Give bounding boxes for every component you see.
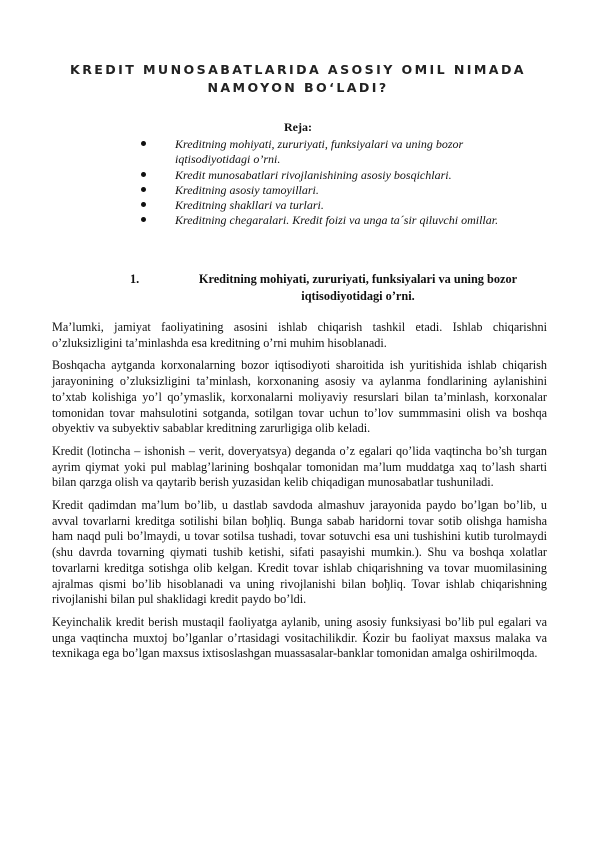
plan-item-text: Kreditning shakllari va turlari. — [175, 198, 324, 213]
plan-item-text: Kredit munosabatlari rivojlanishining asosiy bosqichlari. — [175, 167, 452, 182]
section-title: Kreditning mohiyati, zururiyati, funksiyalari va uning bozor iqtisodiyotidagi o’rni. — [198, 272, 518, 303]
bullet-icon — [141, 172, 146, 177]
title-line-2: NAMOYON BO‘LADI? — [207, 80, 389, 95]
paragraph: Keyinchalik kredit berish mustaqil faoliyatga aylanib, uning asosiy funksiyasi bo’lib pul egalari va unga vaqtincha muxtoj bo’lganlar o’rtasidagi vositachilikdir. Ќozir bu faoliyat maxsus malaka va texnikaga ega bo’lgan maxsus ixtisoslashgan muassasalar-banklar tomonidan amalga oshirilmoqda. — [52, 614, 547, 661]
body-text — [52, 320, 547, 669]
bullet-icon — [141, 202, 146, 207]
title-line-1: KREDIT MUNOSABATLARIDA ASOSIY OMIL NIMADA — [70, 62, 526, 77]
bullet-icon — [141, 187, 146, 192]
paragraph: Kredit qadimdan ma’lum bo’lib, u dastlab savdoda almashuv jarayonida paydo bo’lgan bo’lib, u avval tovarlarni kreditga sotilishi bilan boђliq. Bunga sabab haridorni tovar sotib olishga hamisha ham naqd puli bo’lmaydi, u tovar sotilsa tushadi, tovar sotuvchi esa uni tushishini kutib turolmaydi (shu davrda tovarning qiymati tushib ketishi, sifati pasayishi mumkin.). Shu va boshqa xolatlar tovarlarni kreditga sotishga olib kelgan. Kredit tovar ishlab chiqarishning va tovar muomilasining ajralmas qismi bo’lib hisoblanadi va uning rivojlanishi bilan boђliq. Tovar ishlab chiqarishning rivojlanishi bilan pul shaklidagi kredit paydo bo’ldi. — [52, 498, 547, 607]
plan-heading: Reja: — [284, 120, 312, 134]
plan-item — [141, 198, 521, 213]
paragraph: Kredit (lotincha – ishonish – verit, doveryatsya) deganda o’z egalari qo’lida vaqtincha bo’sh turgan ayrim qiymat yoki pul mablag’larining boshqalar tomonidan ma’lum muddatga xaq to’lash sharti bilan qarzga olish va qaytarib berish yuzasidan kelib chiqadigan munosabatlar tushuniladi. — [52, 443, 547, 490]
plan-item-text: Kreditning chegaralari. Kredit foizi va unga ta´sir qiluvchi omillar. — [175, 213, 499, 228]
bullet-icon — [141, 217, 146, 222]
paragraph: Ma’lumki, jamiyat faoliyatining asosini ishlab chiqarish tashkil etadi. Ishlab chiqarishni o’zluksizligini ta’minlashda esa kreditning o’rni muhim hisoblanadi. — [52, 320, 547, 350]
plan-list — [141, 137, 521, 229]
bullet-icon — [141, 141, 146, 146]
document-title — [60, 61, 536, 97]
plan-item-text: Kreditning mohiyati, zururiyati, funksiyalari va uning bozor iqtisodiyotidagi o’rni. — [175, 137, 464, 167]
plan-item — [141, 168, 521, 183]
plan-item-text: Kreditning asosiy tamoyillari. — [175, 182, 319, 197]
section-number: 1. — [130, 272, 140, 286]
plan-item — [141, 213, 521, 228]
paragraph: Boshqacha aytganda korxonalarning bozor iqtisodiyoti sharoitida ish yuritishida ishlab chiqarish jarayonining o’zluksizligini ta’minlash, korxonaning asosiy va aylanma fondlarining aylanishini to’xtab kolishiga yo’l qo’ymaslik, korxonalarni moliyaviy resurslari bilan ta’minlash, korxonalar tomonidan tovar mahsulotini sotganda, sotilgan tovar uchun to’lov summmasini olish va boshqa obyektiv va subyektiv sabablar kreditning zarurligiga olib keladi. — [52, 358, 547, 436]
plan-item — [141, 137, 521, 168]
plan-item — [141, 183, 521, 198]
